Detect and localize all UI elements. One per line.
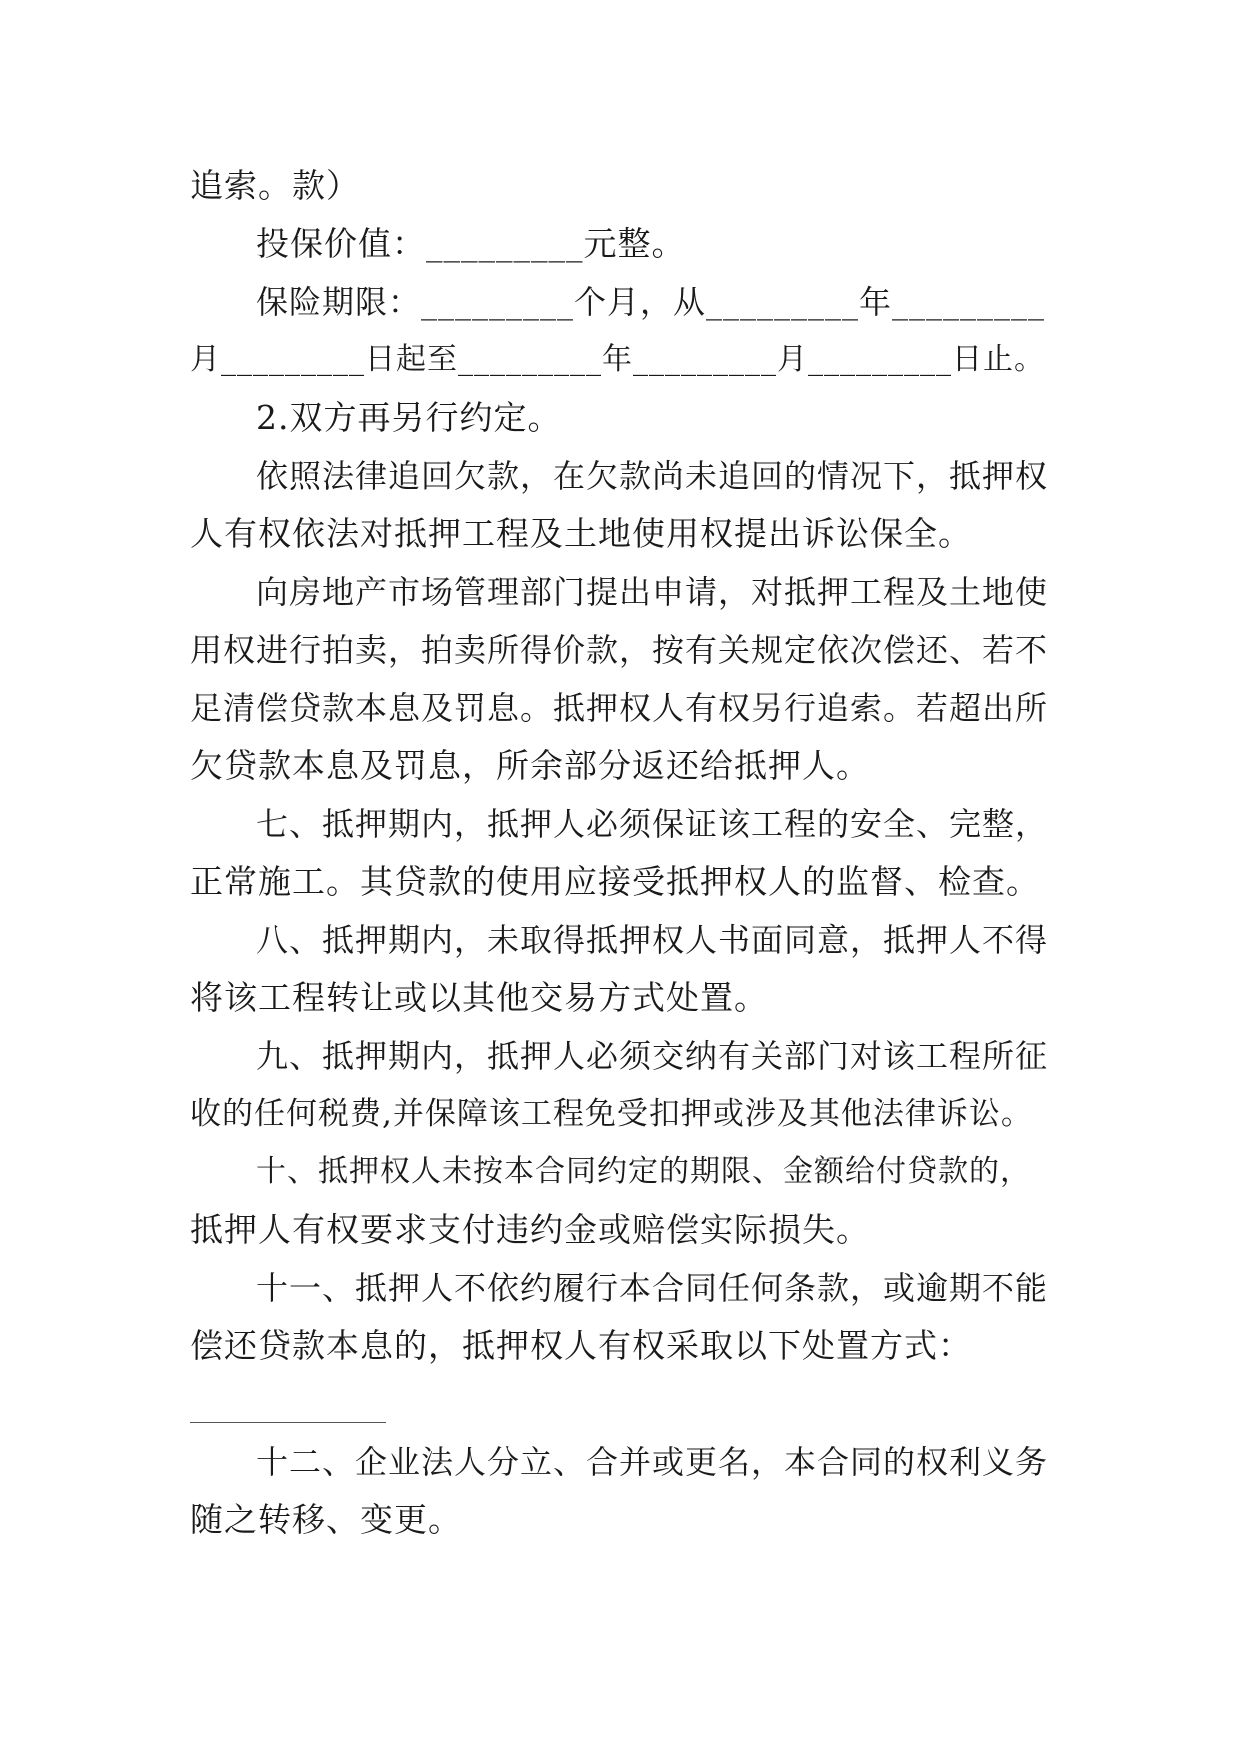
text-line: 足清偿贷款本息及罚息。抵押权人有权另行追索。若超出所 bbox=[190, 689, 1049, 727]
text-line: 月_________日起至_________年_________月_________日止。 bbox=[190, 342, 1045, 377]
text-line: 八、抵押期内，未取得抵押权人书面同意，抵押人不得 bbox=[256, 921, 1049, 959]
text-line: 偿还贷款本息的，抵押权人有权采取以下处置方式： bbox=[190, 1326, 972, 1365]
text-line: 收的任何税费,并保障该工程免受扣押或涉及其他法律诉讼。 bbox=[190, 1096, 1033, 1132]
text-line: 十二、企业法人分立、合并或更名，本合同的权利义务 bbox=[256, 1443, 1049, 1481]
text-line: 人有权依法对抵押工程及土地使用权提出诉讼保全。 bbox=[190, 514, 972, 553]
text-line: 十一、抵押人不依约履行本合同任何条款，或逾期不能 bbox=[256, 1269, 1049, 1307]
text-line: 保险期限：_________个月，从_________年_________ bbox=[256, 283, 1046, 321]
text-line: 追索。款） bbox=[190, 166, 360, 205]
text-line: 七、抵押期内，抵押人必须保证该工程的安全、完整， bbox=[256, 805, 1049, 843]
text-line: 投保价值：_________元整。 bbox=[256, 224, 686, 263]
text-line: 将该工程转让或以其他交易方式处置。 bbox=[190, 978, 768, 1017]
text-line: 抵押人有权要求支付违约金或赔偿实际损失。 bbox=[190, 1210, 870, 1249]
text-line: 正常施工。其贷款的使用应接受抵押权人的监督、检查。 bbox=[190, 862, 1040, 901]
text-line: 用权进行拍卖，拍卖所得价款，按有关规定依次偿还、若不 bbox=[190, 631, 1049, 669]
text-line: 欠贷款本息及罚息，所余部分返还给抵押人。 bbox=[190, 746, 870, 785]
footnote-rule bbox=[190, 1422, 386, 1423]
text-line: 九、抵押期内，抵押人必须交纳有关部门对该工程所征 bbox=[256, 1037, 1049, 1075]
text-line: 依照法律追回欠款，在欠款尚未追回的情况下，抵押权 bbox=[256, 457, 1049, 495]
text-line: 2.双方再另行约定。 bbox=[256, 398, 562, 437]
text-line: 十、抵押权人未按本合同约定的期限、金额给付贷款的， bbox=[256, 1154, 1031, 1189]
text-line: 随之转移、变更。 bbox=[190, 1500, 462, 1539]
text-line: 向房地产市场管理部门提出申请，对抵押工程及土地使 bbox=[256, 573, 1049, 611]
